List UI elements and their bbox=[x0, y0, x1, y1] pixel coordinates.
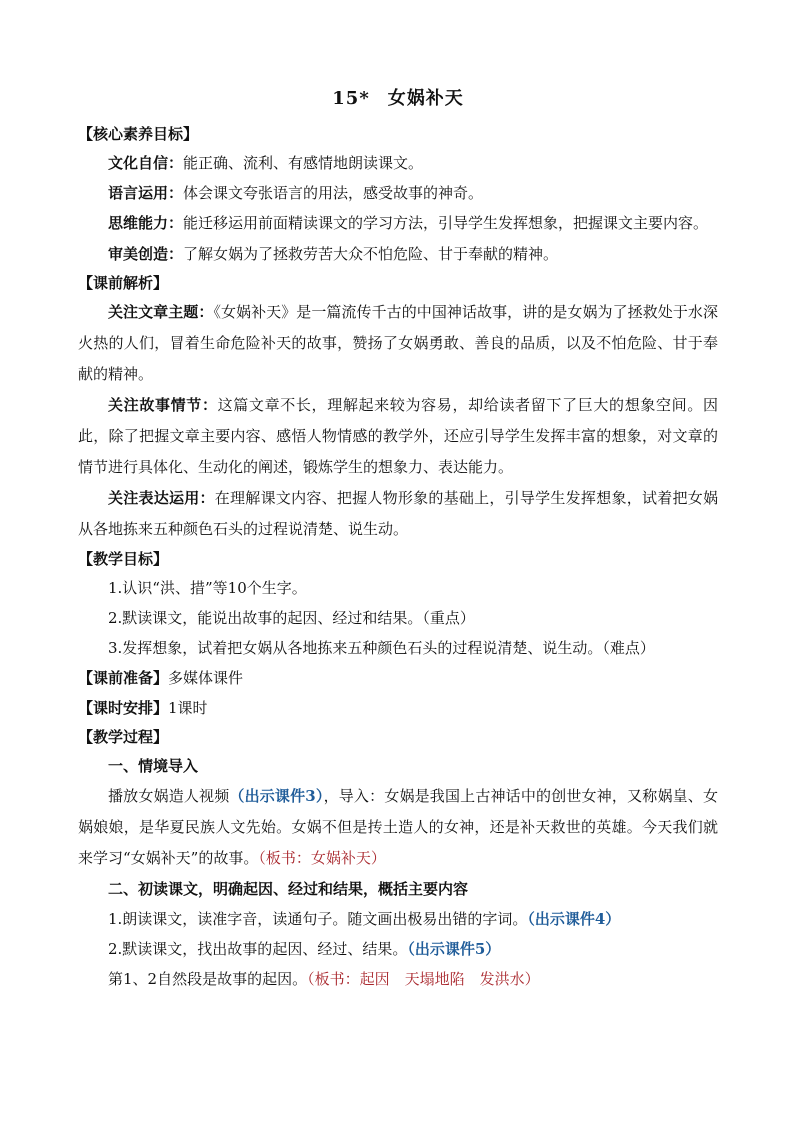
analysis-item-theme: 关注文章主题：《女娲补天》是一篇流传千古的中国神话故事，讲的是女娲为了拯救处于水深火热的人们，冒着生命危险补天的故事，赞扬了女娲勇敢、善良的品质，以及不怕危险、甘于奉献的精神。 bbox=[78, 303, 718, 383]
core-item-thinking: 思维能力：能迁移运用前面精读课文的学习方法，引导学生发挥想象，把握课文主要内容。 bbox=[108, 214, 709, 232]
lesson-plan-page bbox=[78, 84, 718, 994]
courseware-cue: （出示课件5） bbox=[407, 940, 501, 958]
process-heading: 【教学过程】 bbox=[78, 728, 169, 746]
courseware-cue: （出示课件3） bbox=[229, 787, 324, 805]
analysis-heading: 【课前解析】 bbox=[78, 274, 169, 292]
goals-heading: 【教学目标】 bbox=[78, 550, 169, 568]
step2-line-2: 2.默读课文，找出故事的起因、经过、结果。（出示课件5） bbox=[108, 940, 501, 958]
core-item-culture: 文化自信：能正确、流利、有感情地朗读课文。 bbox=[108, 154, 424, 172]
schedule-line: 【课时安排】1课时 bbox=[78, 699, 208, 717]
analysis-item-expression: 关注表达运用：在理解课文内容、把握人物形象的基础上，引导学生发挥想象，试着把女娲从各地拣来五种颜色石头的过程说清楚、说生动。 bbox=[78, 489, 718, 538]
courseware-cue: （出示课件4） bbox=[527, 910, 621, 928]
page-title bbox=[78, 84, 718, 110]
step2-line-3: 第1、2自然段是故事的起因。（板书：起因 天塌地陷 发洪水） bbox=[108, 970, 540, 988]
board-note: （板书：起因 天塌地陷 发洪水） bbox=[307, 970, 540, 988]
step2-heading: 二、初读课文，明确起因、经过和结果，概括主要内容 bbox=[108, 880, 469, 898]
lesson-title: 女娲补天 bbox=[387, 88, 464, 109]
goal-item-1: 1.认识“洪、措”等10个生字。 bbox=[108, 579, 307, 597]
core-heading: 【核心素养目标】 bbox=[78, 125, 199, 143]
board-note: （板书：女娲补天） bbox=[258, 849, 386, 867]
lesson-number: 15* bbox=[332, 88, 370, 109]
prep-line: 【课前准备】多媒体课件 bbox=[78, 669, 244, 687]
step1-heading: 一、情境导入 bbox=[108, 757, 199, 775]
step2-line-1: 1.朗读课文，读准字音，读通句子。随文画出极易出错的字词。（出示课件4） bbox=[108, 910, 621, 928]
core-item-aesthetic: 审美创造：了解女娲为了拯救劳苦大众不怕危险、甘于奉献的精神。 bbox=[108, 245, 559, 263]
goal-item-2: 2.默读课文，能说出故事的起因、经过和结果。（重点） bbox=[108, 609, 475, 627]
step1-paragraph: 播放女娲造人视频（出示课件3），导入：女娲是我国上古神话中的创世女神，又称娲皇、女娲娘娘，是华夏民族人文先始。女娲不但是抟土造人的女神，还是补天救世的英雄。今天我们就来学习“女娲补天”的故事。（板书：女娲补天） bbox=[78, 787, 718, 867]
analysis-item-plot: 关注故事情节：这篇文章不长，理解起来较为容易，却给读者留下了巨大的想象空间。因此，除了把握文章主要内容、感悟人物情感的教学外，还应引导学生发挥丰富的想象，对文章的情节进行具体化、生动化的阐述，锻炼学生的想象力、表达能力。 bbox=[78, 396, 718, 476]
core-item-language: 语言运用：体会课文夸张语言的用法，感受故事的神奇。 bbox=[108, 184, 484, 202]
goal-item-3: 3.发挥想象，试着把女娲从各地拣来五种颜色石头的过程说清楚、说生动。（难点） bbox=[108, 639, 655, 657]
